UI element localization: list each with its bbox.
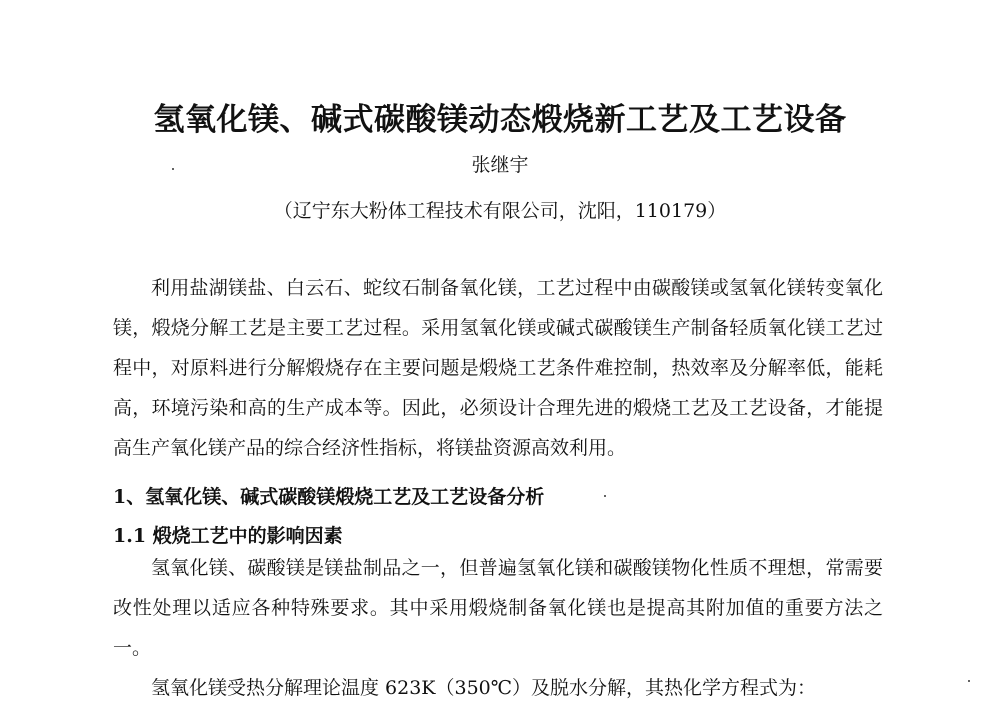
section-1-1-heading: 1.1 煅烧工艺中的影响因素	[113, 525, 343, 547]
paper-title: 氢氧化镁、碱式碳酸镁动态煅烧新工艺及工艺设备	[153, 102, 847, 138]
intro-paragraph: 利用盐湖镁盐、白云石、蛇纹石制备氧化镁，工艺过程中由碳酸镁或氢氧化镁转变氧化镁，煅烧分解工艺是主要工艺过程。采用氢氧化镁或碱式碳酸镁生产制备轻质氧化镁工艺过程中，对原料进行分解煅烧存在主要问题是煅烧工艺条件难控制，热效率及分解率低，能耗高，环境污染和高的生产成本等。因此，必须设计合理先进的煅烧工艺及工艺设备，才能提高生产氧化镁产品的综合经济性指标，将镁盐资源高效利用。	[113, 277, 883, 459]
author-name: 张继宇	[471, 154, 529, 176]
author-affiliation: （辽宁东大粉体工程技术有限公司，沈阳，110179）	[273, 200, 727, 222]
section-1-heading: 1、氢氧化镁、碱式碳酸镁煅烧工艺及工艺设备分析	[113, 486, 545, 508]
scan-speck	[968, 680, 970, 682]
decomposition-sentence: 氢氧化镁受热分解理论温度 623K（350℃）及脱水分解，其热化学方程式为：	[151, 677, 817, 699]
section-1-1-paragraph: 氢氧化镁、碳酸镁是镁盐制品之一，但普遍氢氧化镁和碳酸镁物化性质不理想，常需要改性处理以适应各种特殊要求。其中采用煅烧制备氧化镁也是提高其附加值的重要方法之一。	[113, 557, 883, 659]
scan-speck	[604, 495, 606, 497]
scan-speck	[172, 168, 174, 170]
